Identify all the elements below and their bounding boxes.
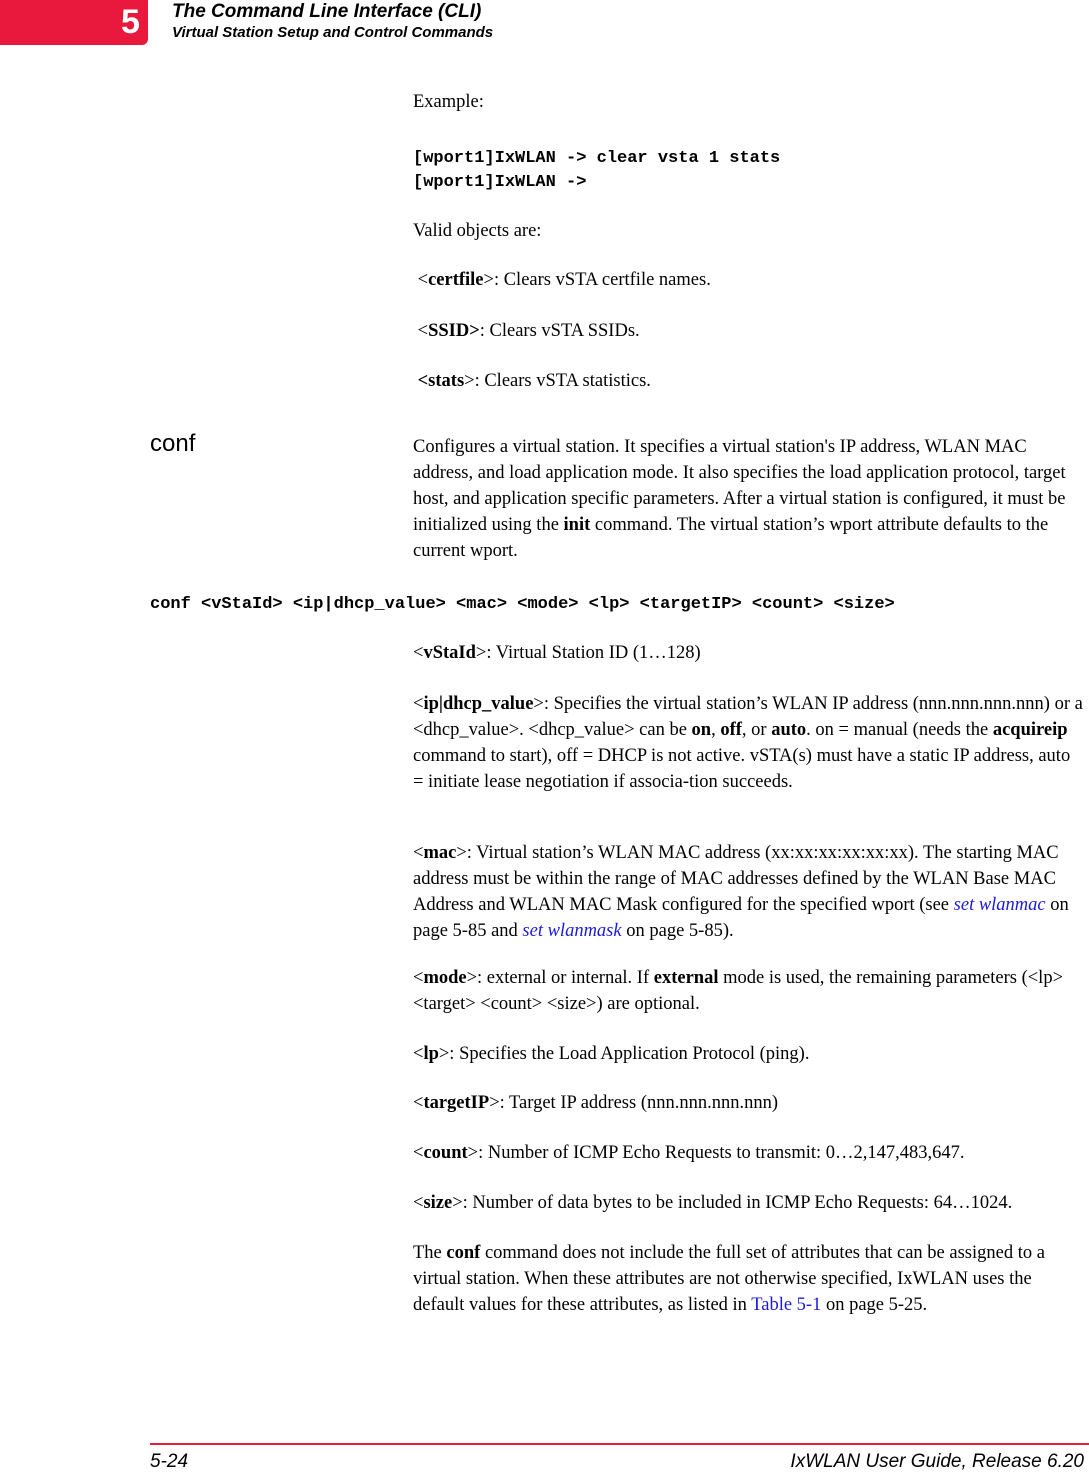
conf-note-part3: on page 5-25. — [821, 1295, 928, 1315]
param-count-desc: >: Number of ICMP Echo Requests to transmit: 0…2,147,483,647. — [467, 1143, 965, 1163]
table-5-1-link[interactable]: Table 5-1 — [751, 1295, 822, 1315]
conf-note-part1: The — [413, 1243, 447, 1263]
object-ssid-desc: : Clears vSTA SSIDs. — [479, 321, 640, 341]
object-stats — [413, 368, 1085, 394]
param-ip-auto: auto — [771, 720, 807, 740]
param-targetip-name: targetIP — [423, 1093, 490, 1113]
object-certfile-desc: : Clears vSTA certfile names. — [493, 270, 711, 290]
conf-description — [413, 434, 1085, 564]
param-ip-or: , or — [741, 720, 772, 740]
param-count-name: count — [423, 1143, 468, 1163]
conf-note-conf: conf — [446, 1243, 481, 1263]
conf-desc-init: init — [563, 515, 591, 535]
param-vstaid-name: vStaId — [423, 643, 476, 663]
param-vstaid: <vStaId>: Virtual Station ID (1…128) — [413, 643, 701, 663]
param-ip: <ip|dhcp_value>: Specifies the virtual station’s WLAN IP address (nnn.nnn.nnn.nnn) or a <dhcp_value>. <dhcp_value> can be on, off, or auto. on = manual (needs the acquireip command to start), off = DHCP is not active. vSTA(s) must have a static IP address, auto = initiate lease negotiation if associa-tion succeeds. — [413, 694, 1083, 792]
param-ip-off: off — [720, 720, 742, 740]
footer-rule — [150, 1443, 1089, 1445]
example-code-line-1: [wport1]IxWLAN -> clear vsta 1 stats — [413, 149, 781, 168]
param-ip-on: on — [691, 720, 712, 740]
conf-note — [413, 1240, 1085, 1318]
object-certfile: <certfile>: Clears vSTA certfile names. — [413, 270, 711, 290]
param-mode-name: mode — [423, 968, 467, 988]
object-stats-desc: >: Clears vSTA statistics. — [464, 371, 651, 391]
param-targetip: <targetIP>: Target IP address (nnn.nnn.nnn.nnn) — [413, 1093, 779, 1113]
object-ssid-name: SSID> — [428, 321, 480, 341]
param-mode-desc2: mode is used, the remaining parameters (<lp> <target> <count> <size>) are optional. — [413, 968, 1064, 1014]
param-lp: <lp>: Specifies the Load Application Protocol (ping). — [413, 1044, 810, 1064]
param-ip-acquireip: acquireip — [992, 720, 1068, 740]
param-mac-name: mac — [423, 843, 457, 863]
param-ip-desc2: . on = manual (needs the — [806, 720, 993, 740]
param-lp-name: lp — [423, 1044, 439, 1064]
param-size-desc: >: Number of data bytes to be included in ICMP Echo Requests: 64…1024. — [452, 1193, 1013, 1213]
param-mode: <mode>: external or internal. If external mode is used, the remaining parameters (<lp> <target> <count> <size>) are optional. — [413, 968, 1064, 1014]
param-mac-desc2: on page 5-85 and — [413, 895, 1069, 941]
object-ssid: <SSID>: Clears vSTA SSIDs. — [413, 321, 640, 341]
conf-note-part2: command does not include the full set of attributes that can be assigned to a virtual station. When these attributes are not otherwise specified, IxWLAN uses the default values for these attributes, as listed in — [413, 1243, 1045, 1315]
footer-page-number: 5-24 — [150, 1451, 189, 1472]
conf-heading: conf — [150, 430, 196, 457]
object-stats-name: <stats — [417, 371, 465, 391]
conf-desc-part2: command. The virtual station’s wport attribute defaults to the current wport. — [413, 515, 1049, 561]
conf-syntax: conf <vStaId> <ip|dhcp_value> <mac> <mode> <lp> <targetIP> <count> <size> — [150, 595, 895, 614]
param-count: <count>: Number of ICMP Echo Requests to transmit: 0…2,147,483,647. — [413, 1143, 965, 1163]
set-wlanmac-link[interactable]: set wlanmac — [953, 895, 1046, 915]
conf-desc-part1: Configures a virtual station. It specifies a virtual station's IP address, WLAN MAC address, and load application mode. It also specifies the load application protocol, target host, and application specific parameters. After a virtual station is configured, it must be initialized using the — [413, 437, 1066, 535]
set-wlanmask-link[interactable]: set wlanmask — [522, 921, 622, 941]
param-size: <size>: Number of data bytes to be included in ICMP Echo Requests: 64…1024. — [413, 1193, 1013, 1213]
param-vstaid-desc: >: Virtual Station ID (1…128) — [475, 643, 701, 663]
param-ip-desc3: command to start), off = DHCP is not active. vSTA(s) must have a static IP address, auto = initiate lease negotiation if associa-tion succeeds. — [413, 746, 1071, 792]
object-certfile-name: certfile — [428, 270, 484, 290]
footer-guide-title: IxWLAN User Guide, Release 6.20 — [790, 1451, 1084, 1472]
param-mode-external: external — [653, 968, 719, 988]
param-mac-desc1: >: Virtual station’s WLAN MAC address (xx:xx:xx:xx:xx:xx). The starting MAC address must be within the range of MAC addresses defined by the WLAN Base MAC Address and WLAN MAC Mask configured for the specified wport (see — [413, 843, 1059, 915]
example-label: Example: — [413, 92, 484, 112]
param-ip-desc1: >: Specifies the virtual station’s WLAN IP address (nnn.nnn.nnn.nnn) or a <dhcp_value>. <dhcp_value> can be — [413, 694, 1083, 740]
valid-objects-label: Valid objects are: — [413, 221, 542, 241]
header-title: The Command Line Interface (CLI) — [172, 1, 482, 22]
param-ip-comma: , — [711, 720, 721, 740]
param-targetip-desc: >: Target IP address (nnn.nnn.nnn.nnn) — [489, 1093, 779, 1113]
param-mode-desc1: >: external or internal. If — [466, 968, 654, 988]
param-ip-name: ip|dhcp_value — [423, 694, 534, 714]
chapter-number: 5 — [121, 3, 140, 41]
param-lp-desc: >: Specifies the Load Application Protocol (ping). — [438, 1044, 810, 1064]
param-mac-desc3: on page 5-85). — [621, 921, 734, 941]
param-mac: <mac>: Virtual station’s WLAN MAC address (xx:xx:xx:xx:xx:xx). The starting MAC address must be within the range of MAC addresses defined by the WLAN Base MAC Address and WLAN MAC Mask configured for the specified wport (see set wlanmac on page 5-85 and set wlanmask on page 5-85). — [413, 843, 1069, 941]
example-code-line-2: [wport1]IxWLAN -> — [413, 173, 587, 192]
header-subtitle: Virtual Station Setup and Control Commands — [172, 24, 494, 41]
param-size-name: size — [423, 1193, 453, 1213]
